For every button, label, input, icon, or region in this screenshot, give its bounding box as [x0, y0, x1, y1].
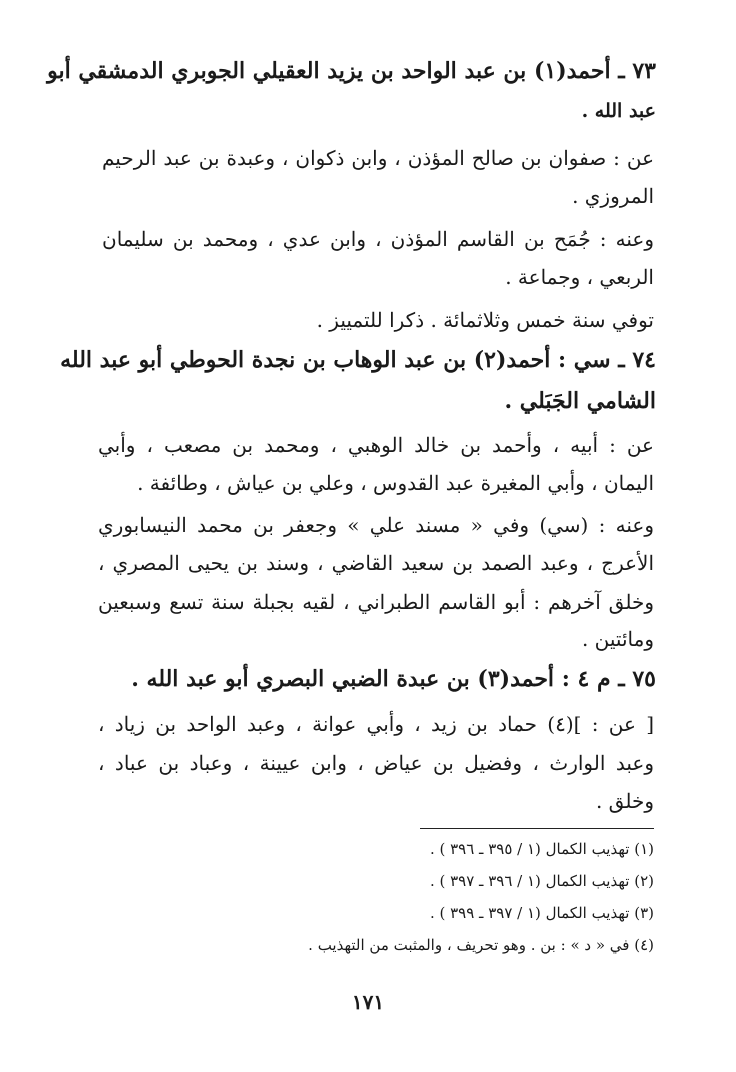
entry-74-students-line3: وخلق آخرهم : أبو القاسم الطبراني ، لقيه بجبلة سنة تسع وسبعين [98, 590, 654, 614]
entry-74-students: وعنه : (سي) وفي « مسند علي » وجعفر بن محمد النيسابوري [98, 513, 654, 537]
entry-73-heading-cont: عبد الله . [581, 100, 656, 122]
entry-74-heading: ٧٤ ـ سي : أحمد(٢) بن عبد الوهاب بن نجدة الحوطي أبو عبد الله [60, 347, 656, 373]
entry-75-from-line3: وخلق . [595, 789, 654, 813]
entry-75-heading: ٧٥ ـ م ٤ : أحمد(٣) بن عبدة الضبي البصري أبو عبد الله . [131, 666, 656, 692]
entry-74-students-line2: الأعرج ، وعبد الصمد بن سعيد القاضي ، وسند بن يحيى المصري ، [98, 551, 654, 575]
entry-74-from: عن : أبيه ، وأحمد بن خالد الوهبي ، ومحمد بن مصعب ، وأبي [98, 433, 654, 457]
entry-73-from: عن : صفوان بن صالح المؤذن ، وابن ذكوان ، وعبدة بن عبد الرحيم [102, 146, 654, 170]
entry-73-death-note: توفي سنة خمس وثلاثمائة . ذكرا للتمييز . [316, 308, 654, 332]
footnote-4: (٤) في « د » : بن . وهو تحريف ، والمثبت من التهذيب . [308, 936, 654, 954]
entry-73-heading: ٧٣ ـ أحمد(١) بن عبد الواحد بن يزيد العقيلي الجوبري الدمشقي أبو [47, 58, 656, 84]
footnote-3: (٣) تهذيب الكمال (١ / ٣٩٧ ـ ٣٩٩ ) . [429, 904, 654, 922]
entry-73-from-cont: المروزي . [572, 184, 654, 208]
entry-73-students-cont: الربعي ، وجماعة . [505, 265, 654, 289]
entry-74-from-cont: اليمان ، وأبي المغيرة عبد القدوس ، وعلي بن عياش ، وطائفة . [137, 471, 654, 495]
page-number: ١٧١ [351, 990, 385, 1014]
footnote-divider [420, 828, 654, 829]
footnote-1: (١) تهذيب الكمال (١ / ٣٩٥ ـ ٣٩٦ ) . [429, 840, 654, 858]
entry-73-students: وعنه : جُمَح بن القاسم المؤذن ، وابن عدي ، ومحمد بن سليمان [102, 227, 654, 251]
footnote-2: (٢) تهذيب الكمال (١ / ٣٩٦ ـ ٣٩٧ ) . [429, 872, 654, 890]
entry-75-from: [ عن : ](٤) حماد بن زيد ، وأبي عوانة ، وعبد الواحد بن زياد ، [98, 712, 654, 736]
entry-74-students-line4: ومائتين . [581, 627, 654, 651]
entry-75-from-line2: وعبد الوارث ، وفضيل بن عياض ، وابن عيينة ، وعباد بن عباد ، [98, 751, 654, 775]
entry-74-heading-cont: الشامي الجَبَلي . [504, 388, 656, 414]
